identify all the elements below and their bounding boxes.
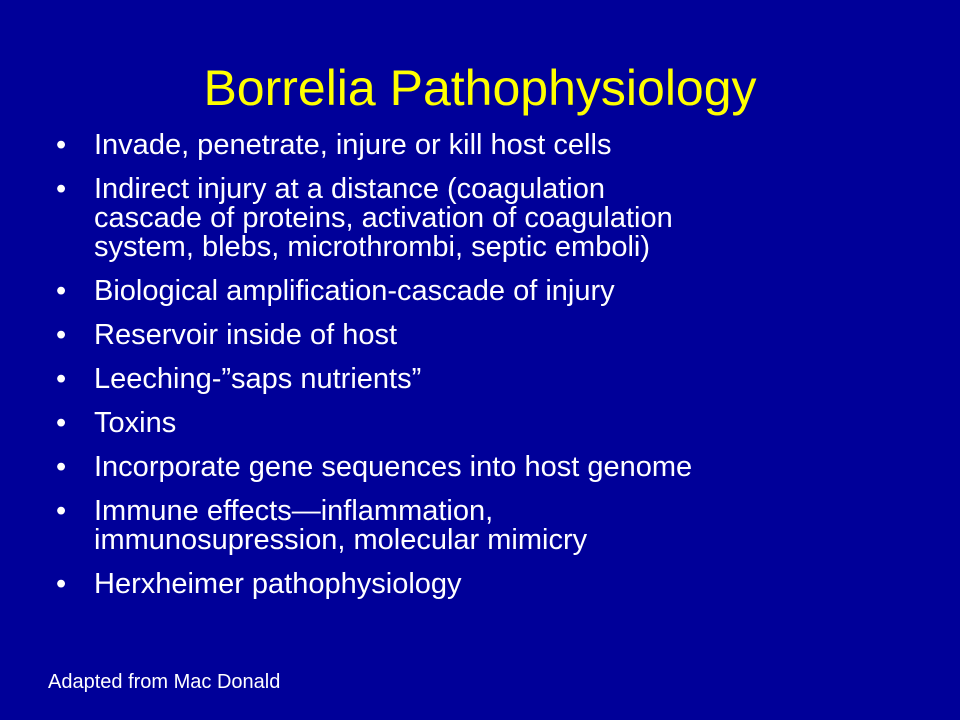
bullet-text: Reservoir inside of host: [94, 319, 398, 351]
bullet-item: [56, 321, 936, 350]
bullet-dot-icon: •: [56, 451, 67, 483]
bullet-text: Immune effects—inflammation,: [94, 495, 494, 527]
source-credit: Adapted from Mac Donald: [48, 671, 281, 693]
slide-title: Borrelia Pathophysiology: [203, 60, 757, 116]
bullet-item: [56, 409, 936, 438]
bullet-dot-icon: •: [56, 363, 67, 395]
bullet-dot-icon: •: [56, 568, 67, 600]
bullet-dot-icon: •: [56, 319, 67, 351]
bullet-text: Leeching-”saps nutrients”: [94, 363, 422, 395]
bullet-item: [56, 570, 936, 599]
bullet-text: Biological amplification-cascade of injury: [94, 275, 615, 307]
bullet-list: [56, 131, 936, 614]
bullet-text: Invade, penetrate, injure or kill host cells: [94, 129, 612, 161]
bullet-text: Toxins: [94, 407, 177, 439]
bullet-text: Indirect injury at a distance (coagulation: [94, 173, 606, 205]
bullet-dot-icon: •: [56, 129, 67, 161]
bullet-dot-icon: •: [56, 275, 67, 307]
bullet-text: Herxheimer pathophysiology: [94, 568, 462, 600]
bullet-item: [56, 365, 936, 394]
bullet-dot-icon: •: [56, 407, 67, 439]
bullet-item: [56, 277, 936, 306]
bullet-dot-icon: •: [56, 495, 67, 527]
bullet-text: cascade of proteins, activation of coagulation: [94, 202, 673, 234]
bullet-item: [56, 453, 936, 482]
bullet-item: [56, 497, 936, 555]
bullet-item: [56, 131, 936, 160]
bullet-text: system, blebs, microthrombi, septic emboli): [94, 231, 650, 263]
bullet-text: immunosupression, molecular mimicry: [94, 524, 588, 556]
bullet-text: Incorporate gene sequences into host genome: [94, 451, 693, 483]
bullet-dot-icon: •: [56, 173, 67, 205]
bullet-item: [56, 175, 936, 262]
